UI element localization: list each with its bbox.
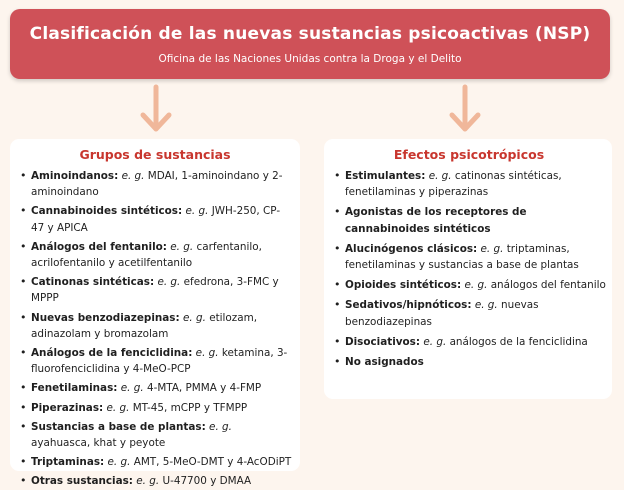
item-term: No asignados [345,356,424,369]
item-examples: ayahuasca, khat y peyote [31,437,166,450]
list-item [18,239,292,271]
list-item [332,297,606,329]
item-term: Estimulantes: [345,170,426,182]
item-examples: triptaminas, fenetilaminas y sustancias a base de plantas [345,242,579,272]
item-example-marker: e. g. [423,335,447,348]
item-examples: 4-MTA, PMMA y 4-FMP [146,382,262,395]
item-term: Análogos del fentanilo: [31,240,167,253]
item-example-marker: e. g. [428,170,452,182]
effects-list [332,168,606,370]
list-item [18,203,292,235]
list-item [332,168,606,200]
item-examples: nuevas benzodiazepinas [345,299,539,328]
list-item [18,168,292,200]
item-term: Análogos de la fenciclidina: [31,347,193,360]
effects-panel [324,139,612,399]
item-term: Sedativos/hipnóticos: [345,299,472,312]
item-term: Otras sustancias: [31,475,133,488]
item-examples: efedrona, 3-FMC y MPPP [31,276,279,305]
list-item [18,400,292,416]
item-term: Piperazinas: [31,401,104,414]
item-term: Disociativos: [345,335,421,348]
item-term: Fenetilaminas: [31,382,118,395]
item-example-marker: e. g. [182,311,206,324]
item-examples: AMT, 5-MeO-DMT y 4-AcODiPT [133,456,292,469]
groups-panel-title: Grupos de sustancias [79,147,231,162]
item-term: Cannabinoides sintéticos: [31,205,183,218]
item-examples: U-47700 y DMAA [162,475,252,488]
item-term: Triptaminas: [31,456,105,469]
groups-panel [10,139,300,488]
item-term: Nuevas benzodiazepinas: [31,311,180,324]
arrow-down-icon [448,84,482,134]
item-term: Alucinógenos clásicos: [345,242,478,255]
list-item [18,473,292,489]
effects-panel-title: Efectos psicotrópicos [393,147,545,162]
item-examples: análogos de la fenciclidina [449,335,588,348]
list-item [18,419,292,451]
item-example-marker: e. g. [107,456,131,469]
item-examples: ketamina, 3-fluorofenciclidina y 4-MeO-PCP [31,347,288,376]
item-examples: MDAI, 1-aminoindano y 2-aminoindano [31,170,283,199]
item-term: Opioides sintéticos: [345,279,462,292]
item-term: Agonistas de los receptores de cannabinoides sintéticos [345,206,527,235]
list-item [18,274,292,306]
list-item [332,241,606,273]
item-examples: JWH-250, CP-47 y APICA [31,205,281,234]
item-example-marker: e. g. [464,279,488,292]
item-examples: catinonas sintéticas, fenetilaminas y piperazinas [345,170,562,199]
item-examples: carfentanilo, acrilofentanilo y acetilfentanilo [31,240,262,270]
arrow-down-icon [139,84,173,134]
item-example-marker: e. g. [120,382,144,395]
list-item [332,334,606,350]
item-example-marker: e. g. [209,420,232,433]
item-term: Catinonas sintéticas: [31,276,155,289]
list-item [18,310,292,342]
item-example-marker: e. g. [157,276,181,289]
item-example-marker: e. g. [474,299,498,312]
list-item [18,345,292,377]
list-item [18,380,292,396]
item-example-marker: e. g. [170,240,194,253]
item-examples: MT-45, mCPP y TFMPP [132,401,248,414]
header-banner [10,9,610,79]
item-term: Aminoindanos: [31,170,119,182]
item-example-marker: e. g. [121,170,145,182]
groups-list [18,168,292,490]
page-title: Clasificación de las nuevas sustancias psicoactivas (NSP) [29,24,591,44]
item-examples: análogos del fentanilo [490,279,606,292]
item-example-marker: e. g. [480,242,504,255]
item-example-marker: e. g. [106,401,130,414]
list-item [332,277,606,293]
item-example-marker: e. g. [136,475,160,488]
list-item [18,454,292,470]
item-term: Sustancias a base de plantas: [31,420,206,433]
item-examples: etilozam, adinazolam y bromazolam [31,311,258,340]
page-subtitle: Oficina de las Naciones Unidas contra la Droga y el Delito [158,53,462,65]
item-example-marker: e. g. [185,205,209,218]
list-item [332,354,606,370]
list-item [332,204,606,236]
item-example-marker: e. g. [195,347,219,360]
